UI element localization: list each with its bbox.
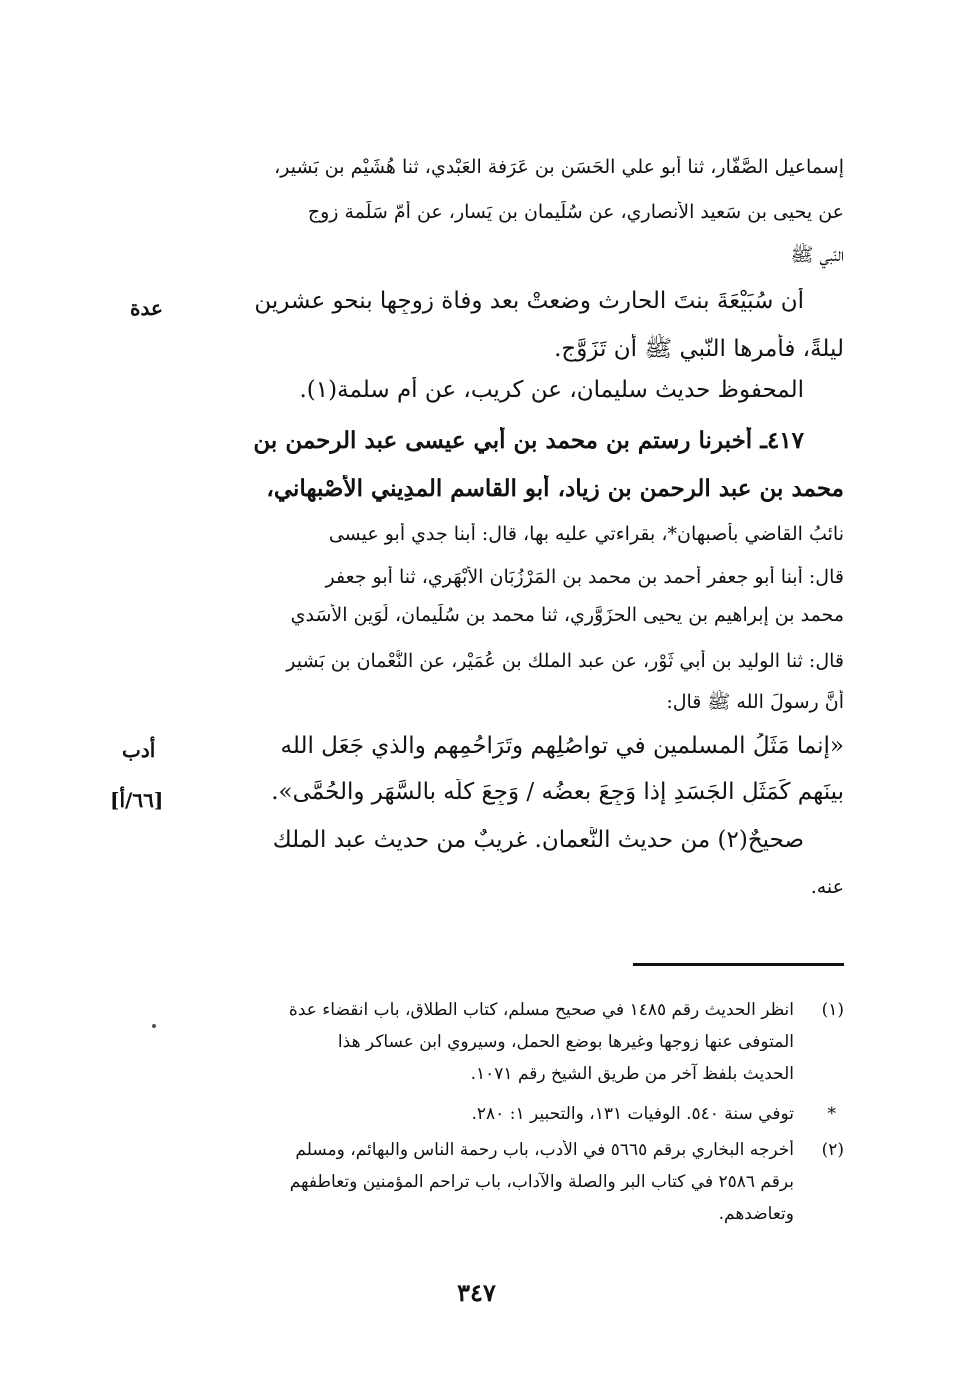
body-line: أنَّ رسولَ الله ﷺ قال: — [666, 691, 844, 713]
footnote-line: أخرجه البخاري برقم ٥٦٦٥ في الأدب، باب رحمة الناس والبهائم، ومسلم — [295, 1140, 794, 1160]
footnote-line: توفي سنة ٥٤٠. الوفيات ١٣١، والتحبير ١: ٢٨٠. — [471, 1104, 794, 1124]
body-line: أن سُبَيْعَةَ بنتَ الحارث وضعتْ بعد وفاة زوجِها بنحوِ عشرين — [254, 288, 804, 314]
margin-note-iddah: عدة — [130, 296, 163, 320]
body-line: نائبُ القاضي بأصبهان*، بقراءتي عليه بها، قال: أبنا جدي أبو عيسى — [328, 523, 844, 545]
footnote-line: انظر الحديث رقم ١٤٨٥ في صحيح مسلم، كتاب الطلاق، باب انقضاء عدة — [288, 1000, 794, 1020]
footnote-line: الحديث بلفظ آخر من طريق الشيخ رقم ١٠٧١. — [470, 1064, 794, 1084]
main-text — [232, 0, 844, 930]
hadith-heading-line: ٤١٧ـ أخبرنا رستم بن محمد بن أبي عيسى عبد الرحمن بن — [253, 427, 804, 454]
footnote-line: وتعاضدهم. — [718, 1204, 794, 1224]
body-line: المحفوظ حديث سليمان، عن كريب، عن أم سلمة(١). — [299, 377, 804, 403]
page-number: ٣٤٧ — [457, 1278, 496, 1307]
body-line: محمد بن إبراهيم بن يحيى الحزَوَّري، ثنا محمد بن سُلَيمان، لُوَين الأَسَدي — [290, 604, 844, 626]
body-line: إسماعيل الصَّفَّار، ثنا أبو علي الحَسَن بن عَرَفة العَبْدي، ثنا هُشَيْم بن بَشير، — [274, 156, 844, 178]
body-line: بينَهم كَمَثَلِ الجَسَدِ إذا وَجِعَ بعضُه / وَجِعَ كلُّه بالسَّهَرِ والحُمَّى». — [271, 779, 844, 805]
footnote-1 — [200, 1000, 844, 1100]
body-line: عن يحيى بن سَعيد الأنصاري، عن سُلَيمان بن يَسار، عن أمّ سَلَمة زوجِ — [307, 201, 844, 223]
footnote-number: (٢) — [821, 1140, 844, 1160]
body-line: محمد بن عبد الرحمن بن زياد، أبو القاسم المدِيني الأَصْبهاني، — [266, 475, 844, 502]
body-line: قال: ثنا الوليد بن أبي ثَوْر، عن عبد الملك بن عُمَيْر، عن النُّعْمان بن بَشير — [286, 650, 844, 672]
body-line: صحيحٌ(٢) من حديث النُّعمان. غريبٌ من حديث عبد الملك — [272, 827, 804, 853]
body-line: «إنما مَثَلُ المسلمين في تواصُلِهم وتَرَاحُمِهم والذي جَعَل الله — [280, 733, 844, 759]
footnote-2 — [200, 1140, 844, 1240]
footnote-star — [200, 1104, 844, 1138]
footnote-separator — [633, 963, 844, 966]
margin-note-folio: [٦٦/أ] — [110, 788, 164, 812]
margin-note-adab: أدب — [122, 738, 156, 762]
footnote-line: برقم ٢٥٨٦ في كتاب البر والصلة والآداب، باب تراحم المؤمنين وتعاطفهم — [289, 1172, 794, 1192]
footnote-line: المتوفى عنها زوجها وغيرها بوضع الحمل، وسيروي ابن عساكر هذا — [337, 1032, 794, 1052]
margin-mark — [152, 1024, 156, 1028]
body-line: عنه. — [810, 876, 844, 898]
footnote-number: * — [827, 1104, 836, 1124]
body-line: قال: أبنا أبو جعفر أحمد بن محمد بن المَرْزُبَان الأَبْهَري، ثنا أبو جعفر — [325, 566, 844, 588]
footnote-number: (١) — [821, 1000, 844, 1020]
body-line: النّبي ﷺ — [790, 244, 844, 266]
body-line: ليلةً، فأمرها النّبي ﷺ أن تَزَوَّج. — [554, 336, 844, 362]
